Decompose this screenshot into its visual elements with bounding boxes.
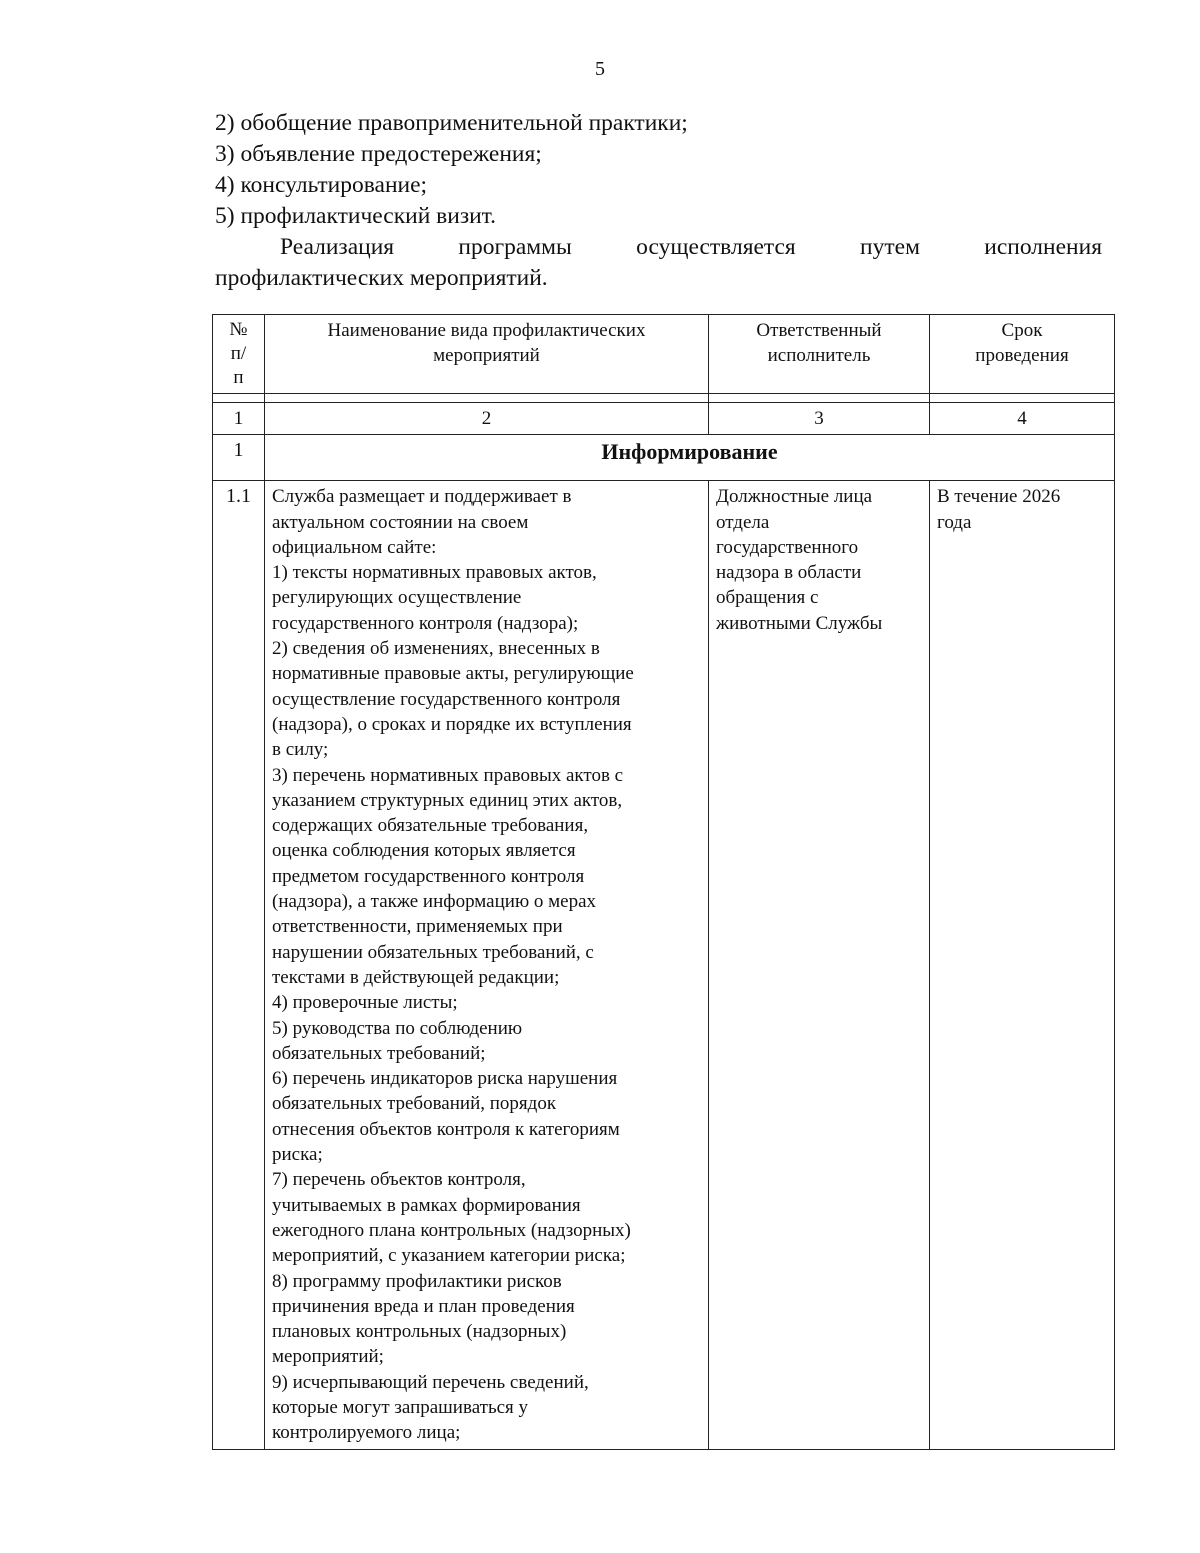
row-number: 1.1 (213, 481, 265, 1449)
header-term: Срок проведения (930, 315, 1115, 394)
text-line: причинения вреда и план проведения (272, 1295, 575, 1317)
text-line: государственного (716, 536, 859, 558)
list-item: 5) профилактический визит. (215, 203, 497, 229)
column-index: 2 (265, 403, 709, 435)
text-line: нормативные правовые акты, регулирующие (272, 663, 634, 685)
section-row (213, 435, 1115, 481)
text-line: (надзора), о сроках и порядке их вступления (272, 713, 632, 735)
table-header-row (213, 315, 1115, 394)
text-line: животными Службы (716, 612, 883, 634)
text-line: предметом государственного контроля (272, 865, 585, 887)
column-index-row (213, 403, 1115, 435)
intro-text (215, 108, 1102, 294)
text-line: осуществление государственного контроля (272, 688, 621, 710)
text-line: нарушении обязательных требований, с (272, 941, 594, 963)
paragraph-line: Реализация программы осуществляется путем исполнения (280, 234, 1102, 260)
header-name: Наименование вида профилактических мероприятий (265, 315, 709, 394)
text-line: оценка соблюдения которых является (272, 840, 576, 862)
text-line: 3) перечень нормативных правовых актов с (272, 764, 624, 786)
row-term (930, 481, 1115, 1449)
text-line: мероприятий; (272, 1346, 384, 1368)
text-line: государственного контроля (надзора); (272, 612, 579, 634)
text-line: учитываемых в рамках формирования (272, 1194, 581, 1216)
text-line: ежегодного плана контрольных (надзорных) (272, 1219, 631, 1241)
text-line: контролируемого лица; (272, 1422, 461, 1444)
page-number: 5 (595, 58, 605, 80)
text-line: надзора в области (716, 562, 862, 584)
text-line: 7) перечень объектов контроля, (272, 1169, 526, 1191)
row-description (265, 481, 709, 1449)
text-line: содержащих обязательные требования, (272, 815, 589, 837)
text-line: 2) сведения об изменениях, внесенных в (272, 638, 600, 660)
text-line: обязательных требований, порядок (272, 1093, 557, 1115)
text-line: ответственности, применяемых при (272, 916, 563, 938)
text-line: 5) руководства по соблюдению (272, 1017, 523, 1039)
text-line: официальном сайте: (272, 536, 437, 558)
text-line: года (937, 511, 972, 533)
text-line: обязательных требований; (272, 1042, 486, 1064)
text-line: 1) тексты нормативных правовых актов, (272, 562, 597, 584)
section-title: Информирование (265, 435, 1115, 481)
text-line: регулирующих осуществление (272, 587, 522, 609)
column-index: 4 (930, 403, 1115, 435)
list-item: 3) объявление предостережения; (215, 141, 542, 167)
column-index: 3 (709, 403, 930, 435)
table-row (213, 481, 1115, 1449)
header-responsible: Ответственный исполнитель (709, 315, 930, 394)
text-line: актуальном состоянии на своем (272, 511, 529, 533)
text-line: 6) перечень индикаторов риска нарушения (272, 1068, 618, 1090)
text-line: мероприятий, с указанием категории риска; (272, 1245, 626, 1267)
header-num: № п/ п (213, 315, 265, 394)
text-line: 4) проверочные листы; (272, 992, 458, 1014)
text-line: указанием структурных единиц этих актов, (272, 789, 623, 811)
text-line: отнесения объектов контроля к категориям (272, 1118, 620, 1140)
text-line: отдела (716, 511, 770, 533)
row-responsible (709, 481, 930, 1449)
paragraph-line: профилактических мероприятий. (215, 265, 548, 291)
text-line: (надзора), а также информацию о мерах (272, 891, 597, 913)
text-line: которые могут запрашиваться у (272, 1396, 529, 1418)
column-index: 1 (213, 403, 265, 435)
list-item: 4) консультирование; (215, 172, 428, 198)
text-line: плановых контрольных (надзорных) (272, 1321, 567, 1343)
text-line: Служба размещает и поддерживает в (272, 486, 572, 508)
text-line: в силу; (272, 739, 329, 761)
text-line: 9) исчерпывающий перечень сведений, (272, 1371, 589, 1393)
list-item: 2) обобщение правоприменительной практики; (215, 110, 688, 136)
section-number: 1 (213, 435, 265, 481)
text-line: текстами в действующей редакции; (272, 966, 560, 988)
text-line: риска; (272, 1144, 323, 1166)
text-line: В течение 2026 (937, 486, 1061, 508)
activities-table (212, 314, 1115, 1450)
text-line: Должностные лица (716, 486, 873, 508)
text-line: 8) программу профилактики рисков (272, 1270, 562, 1292)
text-line: обращения с (716, 587, 819, 609)
